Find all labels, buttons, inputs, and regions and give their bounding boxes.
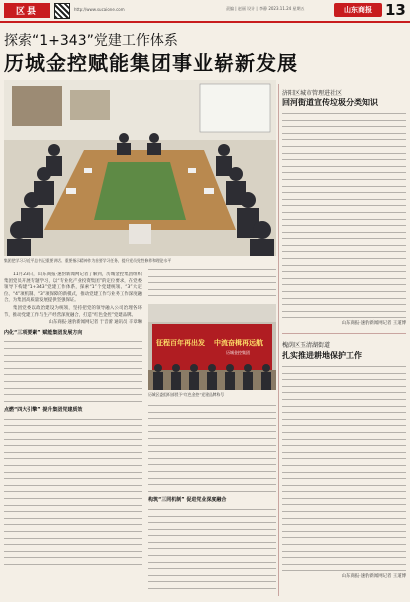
article-body-left: [4, 272, 142, 598]
newspaper-logo: 山东商报: [334, 3, 382, 17]
banner-photo: [148, 304, 276, 390]
article-body-middle: [148, 402, 276, 598]
article-intro: 11月23日，山东商报·速豹新闻网记者了解到，历城金控集团组织集团党员开展专题学习，以“专业化产业投资集团”的定位要求，在党委领导下构建“1+343”党建工作体系，探索“1”个党建统领、“3”大定位、“4”项机制、“3”项保障的新模式，推动党建工作与业务工作深度融合，为集团高质量发展提供坚强保证。: [4, 272, 142, 304]
right-story-2-kicker: 槐荫区玉清湖街道: [282, 342, 331, 349]
issue-meta: 责编 | 赵丽 设计 | 李静 2023.11.24 星期五: [226, 6, 305, 11]
subheading: 内化“三项要素” 赋能集团发展方向: [4, 329, 83, 336]
right-story-1-body: [282, 110, 406, 332]
article-headline: 历城金控赋能集团事业崭新发展: [4, 51, 298, 75]
article-paragraph: 集团党委以政治建设为统领，坚持把党的领导融入公司治理各环节，推动党建工作与生产经营深度融合，打造“红色金控”党建品牌。: [4, 305, 142, 318]
section-tag: 区县: [4, 3, 50, 18]
article-body-middle-top: [148, 266, 276, 302]
right-story-2-byline: 山东商报·速豹新闻网记者 王道博: [341, 574, 406, 579]
meeting-photo: [4, 80, 276, 256]
column-divider: [278, 84, 279, 596]
right-story-1-title: 回河街道宣传垃圾分类知识: [282, 98, 378, 107]
banner-line-1: 征程百年再出发: [156, 339, 205, 347]
right-story-1-byline: 山东商报·速豹新闻网记者 王道博: [341, 321, 406, 326]
qr-code-icon: [54, 3, 70, 19]
page-number: 13: [385, 1, 406, 19]
website-url: http://www.sucaione.com: [74, 7, 125, 12]
subheading: 点燃“四大引擎” 提升集团党建质效: [4, 407, 83, 414]
subheading: 构筑“三同机制” 促进党业深度融合: [148, 497, 227, 504]
right-story-2-title: 扎实推进耕地保护工作: [282, 351, 362, 360]
article-byline: 山东商报·速豹新闻网记者 于音蕾 通讯员 辛章琳: [48, 320, 142, 326]
banner-photo-caption: 历城区委组织部授予“红色金控”党建品牌称号: [148, 392, 225, 397]
story-separator: [282, 333, 406, 334]
article-kicker: 探索“1+343”党建工作体系: [4, 33, 178, 49]
banner-line-2: 中流奋楫再远航: [214, 339, 263, 347]
right-story-2-body: [282, 363, 406, 598]
banner-line-3: 历城金控集团: [226, 350, 250, 355]
photo-caption: 集团把学习习近平总书记重要讲话、重要指示精神作为首要学习任务，提升党员党性修养和理论水平: [4, 258, 172, 263]
header-rule: [0, 21, 410, 23]
right-story-1-kicker: 济阳区城市管理进社区: [282, 90, 343, 97]
